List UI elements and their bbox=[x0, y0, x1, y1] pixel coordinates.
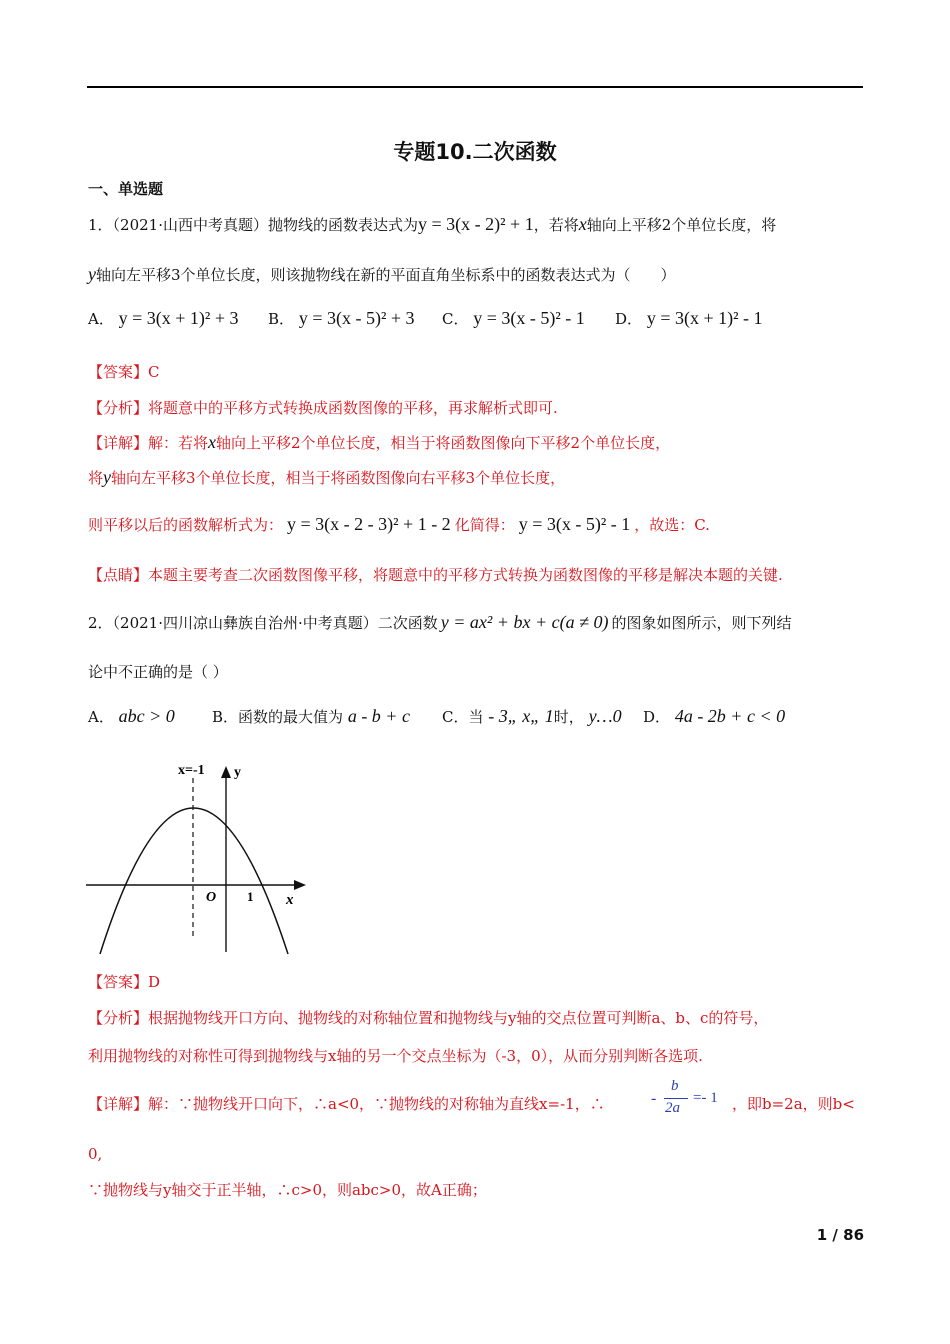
axis-of-symmetry-label: x=-1 bbox=[178, 763, 205, 778]
q1-number: 1． bbox=[88, 216, 113, 234]
q2-option-a[interactable] bbox=[88, 706, 175, 727]
q2-stem-line2: 论中不正确的是（ ） bbox=[88, 663, 228, 681]
q1-stem-line1 bbox=[88, 214, 776, 235]
q1-detail-var-x: x bbox=[208, 432, 217, 452]
tick-label-1: 1 bbox=[247, 889, 254, 904]
q2-option-a-label: A． bbox=[88, 708, 114, 726]
q2-option-c[interactable] bbox=[442, 706, 622, 727]
q1-detail-3b: 化简得： bbox=[454, 516, 515, 534]
q1-var-y: y bbox=[88, 264, 96, 284]
q1-expression: y = 3(x - 2)² + 1 bbox=[418, 214, 534, 234]
fraction-numerator: b bbox=[671, 1078, 679, 1094]
q2-fraction bbox=[651, 1078, 723, 1118]
header-rule bbox=[87, 86, 863, 88]
q2-option-b[interactable] bbox=[212, 706, 410, 727]
q1-stem-line2 bbox=[88, 264, 676, 285]
page-number: 1 / 86 bbox=[816, 1226, 864, 1244]
q2-stem-line1 bbox=[88, 612, 791, 633]
y-axis-arrow bbox=[221, 766, 231, 778]
q2-option-c-expr2: y…0 bbox=[588, 706, 622, 726]
q1-comment: 【点睛】本题主要考查二次函数图像平移，将题意中的平移方式转换为函数图像的平移是解决本题的关键. bbox=[88, 566, 783, 584]
q1-option-a-expr: y = 3(x + 1)² + 3 bbox=[118, 308, 239, 328]
q1-option-c-expr: y = 3(x - 5)² - 1 bbox=[473, 308, 585, 328]
q2-source: （2021·四川凉山彝族自治州·中考真题） bbox=[112, 614, 378, 632]
q2-detail-1b: ，即b=2a，则b< bbox=[732, 1095, 855, 1113]
fraction-denominator: 2a bbox=[665, 1100, 680, 1116]
q1-detail-line3 bbox=[88, 514, 710, 535]
q2-expression: y = ax² + bx + c(a ≠ 0) bbox=[440, 612, 609, 632]
q1-option-b-expr: y = 3(x - 5)² + 3 bbox=[298, 308, 415, 328]
parabola-graph bbox=[84, 756, 316, 960]
q2-detail-line3: ∵抛物线与y轴交于正半轴，∴c>0，则abc>0，故A正确； bbox=[88, 1181, 487, 1199]
q2-detail-line2: 0, bbox=[88, 1145, 103, 1163]
q2-answer: 【答案】D bbox=[88, 973, 161, 991]
q2-stem-a: 二次函数 bbox=[377, 614, 438, 632]
fraction-minus: - bbox=[651, 1090, 657, 1107]
q1-option-d[interactable] bbox=[615, 308, 763, 329]
q1-stem-a: 抛物线的函数表达式为 bbox=[268, 216, 419, 234]
q2-option-c-expr: - 3„ x„ 1 bbox=[488, 706, 554, 726]
x-axis-arrow bbox=[294, 880, 306, 890]
page-title: 专题10.二次函数 bbox=[393, 140, 557, 164]
q2-option-d-expr: 4a - 2b + c < 0 bbox=[674, 706, 786, 726]
fraction-rhs: =- 1 bbox=[693, 1090, 718, 1106]
q1-stem-d: 轴向左平移3个单位长度，则该抛物线在新的平面直角坐标系中的函数表达式为（ ） bbox=[96, 266, 676, 284]
q1-detail-line1 bbox=[88, 432, 670, 453]
q2-stem-b: 的图象如图所示，则下列结 bbox=[611, 614, 792, 632]
q1-option-d-expr: y = 3(x + 1)² - 1 bbox=[646, 308, 763, 328]
q1-detail-3a: 则平移以后的函数解析式为： bbox=[88, 516, 284, 534]
q2-option-c-label: C．当 bbox=[442, 708, 484, 726]
q1-source: （2021·山西中考真题） bbox=[112, 216, 268, 234]
q1-detail-var-y: y bbox=[103, 467, 112, 487]
q1-detail-2b: 轴向左平移3个单位长度，相当于将函数图像向右平移3个单位长度， bbox=[111, 469, 566, 487]
q2-option-a-expr: abc > 0 bbox=[118, 706, 175, 726]
q2-option-b-label: B．函数的最大值为 bbox=[212, 708, 344, 726]
q1-answer: 【答案】C bbox=[88, 363, 160, 381]
q2-option-b-expr: a - b + c bbox=[347, 706, 410, 726]
q1-detail-1a: 【详解】解：若将 bbox=[88, 434, 209, 452]
q1-detail-1b: 轴向上平移2个单位长度，相当于将函数图像向下平移2个单位长度， bbox=[216, 434, 671, 452]
q1-analysis: 【分析】将题意中的平移方式转换成函数图像的平移，再求解析式即可. bbox=[88, 399, 558, 417]
parabola-curve bbox=[100, 808, 288, 954]
q1-stem-c: 轴向上平移2个单位长度，将 bbox=[586, 216, 777, 234]
q2-number: 2． bbox=[88, 614, 113, 632]
q1-detail-expr2: y = 3(x - 5)² - 1 bbox=[518, 514, 631, 534]
q1-option-d-label: D． bbox=[615, 310, 643, 328]
q2-option-c-mid: 时， bbox=[553, 708, 584, 726]
q1-option-b-label: B． bbox=[268, 310, 295, 328]
section-heading: 一、单选题 bbox=[88, 180, 164, 198]
q1-detail-line2 bbox=[88, 467, 565, 488]
q1-detail-3c: ，故选：C. bbox=[634, 516, 710, 534]
q1-option-c[interactable] bbox=[442, 308, 585, 329]
q2-detail-line1 bbox=[88, 1094, 605, 1114]
q1-stem-b: ，若将 bbox=[533, 216, 579, 234]
y-axis-label: y bbox=[234, 765, 241, 780]
q2-option-d-label: D． bbox=[643, 708, 671, 726]
fraction-bar bbox=[664, 1098, 688, 1099]
q1-detail-expr: y = 3(x - 2 - 3)² + 1 - 2 bbox=[287, 514, 451, 534]
q1-var-x: x bbox=[578, 214, 587, 234]
q1-option-a-label: A． bbox=[88, 310, 114, 328]
q1-option-a[interactable] bbox=[88, 308, 238, 329]
q2-option-d[interactable] bbox=[643, 706, 785, 727]
q2-analysis-line1: 【分析】根据抛物线开口方向、抛物线的对称轴位置和抛物线与y轴的交点位置可判断a、b、c的符号， bbox=[88, 1009, 769, 1027]
q1-option-c-label: C． bbox=[442, 310, 469, 328]
q1-detail-2a: 将 bbox=[88, 469, 104, 487]
q2-detail-1a: 【详解】解：∵抛物线开口向下，∴a<0，∵抛物线的对称轴为直线x=-1，∴ bbox=[88, 1095, 605, 1113]
origin-label: O bbox=[206, 890, 217, 905]
x-axis-label: x bbox=[286, 892, 294, 908]
q2-analysis-line2: 利用抛物线的对称性可得到抛物线与x轴的另一个交点坐标为（-3，0），从而分别判断各选项. bbox=[88, 1047, 703, 1065]
q1-option-b[interactable] bbox=[268, 308, 415, 329]
